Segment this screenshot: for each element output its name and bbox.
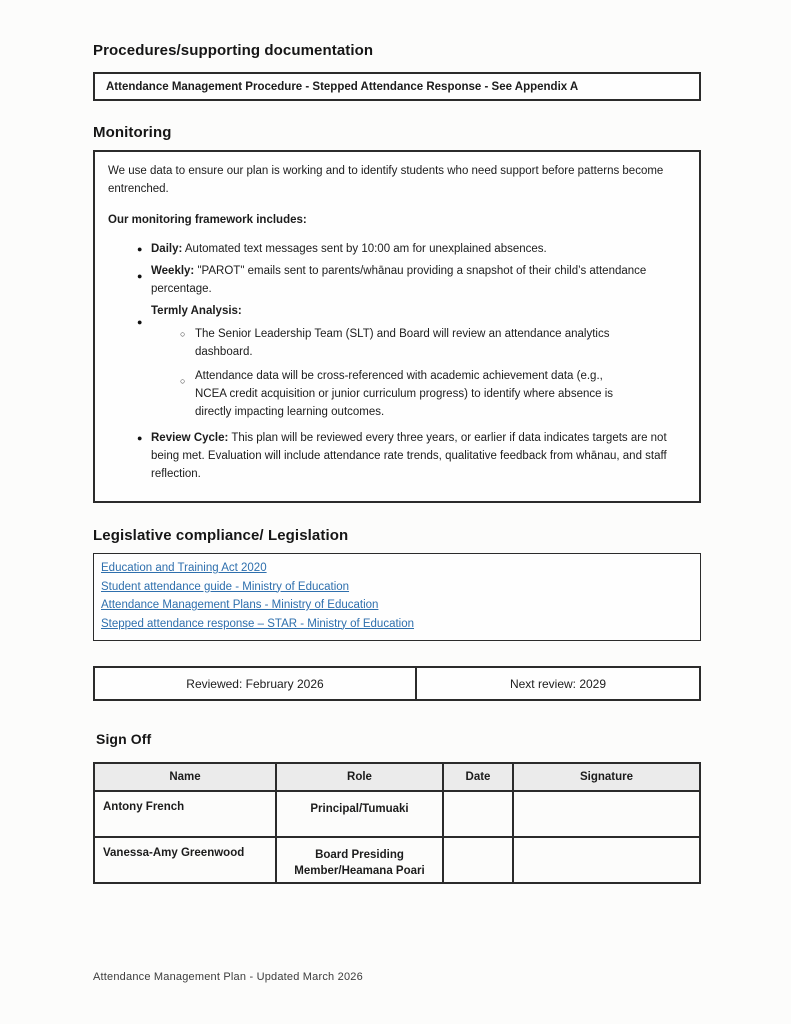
monitoring-box	[93, 150, 701, 503]
bullet-text: Automated text messages sent by 10:00 am for unexplained absences.	[184, 243, 547, 255]
termly-sub-list	[108, 325, 685, 421]
list-item	[101, 615, 690, 634]
signature-cell	[513, 791, 700, 837]
list-item	[108, 325, 685, 361]
table-row	[94, 837, 700, 883]
bullet-label: Review Cycle:	[151, 432, 229, 444]
name-cell: Vanessa-Amy Greenwood	[94, 837, 276, 883]
column-header-name: Name	[94, 763, 276, 791]
list-item	[108, 262, 685, 298]
list-item	[108, 429, 685, 483]
bullet-label: Daily:	[151, 243, 183, 255]
bullet-icon: ●	[137, 244, 143, 254]
role-cell: Principal/Tumuaki	[276, 791, 443, 837]
legislation-box	[93, 553, 701, 641]
reviewed-date-cell: Reviewed: February 2026	[95, 668, 417, 699]
next-review-cell: Next review: 2029	[509, 676, 607, 691]
bullet-text: "PAROT" emails sent to parents/whānau providing a snapshot of their child’s attendance percentage.	[151, 265, 647, 295]
table-row	[94, 791, 700, 837]
name-cell: Antony French	[94, 791, 276, 837]
date-cell	[443, 837, 513, 883]
link-attendance-management-plans[interactable]: Attendance Management Plans - Ministry of Education	[101, 599, 379, 611]
bullet-text: This plan will be reviewed every three years, or earlier if data indicates targets are not being met. Evaluation will include attendance rate trends, qualitative feedback from whānau, and staff reflection.	[151, 432, 667, 480]
list-item	[108, 240, 685, 258]
list-item	[101, 596, 690, 615]
list-item	[101, 578, 690, 597]
list-item	[108, 302, 685, 327]
circle-bullet-icon: ○	[180, 329, 186, 339]
signoff-heading: Sign Off	[96, 731, 152, 747]
signoff-table	[93, 762, 701, 884]
table-header-row	[94, 763, 700, 791]
bullet-label: Termly Analysis:	[151, 305, 242, 317]
date-cell	[443, 791, 513, 837]
sub-bullet-text: The Senior Leadership Team (SLT) and Board will review an attendance analytics dashboard.	[195, 328, 610, 358]
link-student-attendance-guide[interactable]: Student attendance guide - Ministry of Education	[101, 580, 350, 593]
monitoring-framework-label: Our monitoring framework includes:	[108, 214, 307, 226]
link-education-training-act[interactable]: Education and Training Act 2020	[101, 562, 267, 574]
role-cell: Board Presiding Member/Heamana Poari	[276, 837, 443, 883]
procedures-heading: Procedures/supporting documentation	[93, 42, 374, 59]
procedures-box-text: Attendance Management Procedure - Stepped Attendance Response - See Appendix A	[106, 80, 579, 93]
column-header-role: Role	[276, 763, 443, 791]
bullet-label: Weekly:	[151, 265, 195, 277]
list-item	[108, 367, 685, 421]
circle-bullet-icon: ○	[180, 376, 186, 386]
bullet-icon: ●	[137, 271, 143, 281]
sub-bullet-text: Attendance data will be cross-referenced with academic achievement data (e.g., NCEA credit acquisition or junior curriculum progress) to identify where absence is directly impacting learning outcomes.	[195, 370, 614, 418]
legislation-heading: Legislative compliance/ Legislation	[93, 527, 349, 544]
page-content	[93, 0, 701, 884]
monitoring-heading: Monitoring	[93, 124, 172, 141]
bullet-icon: ●	[137, 433, 143, 443]
column-header-date: Date	[443, 763, 513, 791]
monitoring-intro: We use data to ensure our plan is working and to identify students who need support before patterns become entrenched.	[108, 165, 664, 195]
monitoring-bullet-list	[108, 240, 685, 483]
column-header-signature: Signature	[513, 763, 700, 791]
review-dates-table	[93, 666, 701, 701]
link-stepped-attendance-response[interactable]: Stepped attendance response – STAR - Ministry of Education	[101, 617, 415, 630]
signature-cell	[513, 837, 700, 883]
procedures-box	[93, 72, 701, 101]
bullet-icon: ●	[137, 317, 143, 327]
page-footer: Attendance Management Plan - Updated March 2026	[93, 971, 363, 983]
list-item	[101, 559, 690, 578]
